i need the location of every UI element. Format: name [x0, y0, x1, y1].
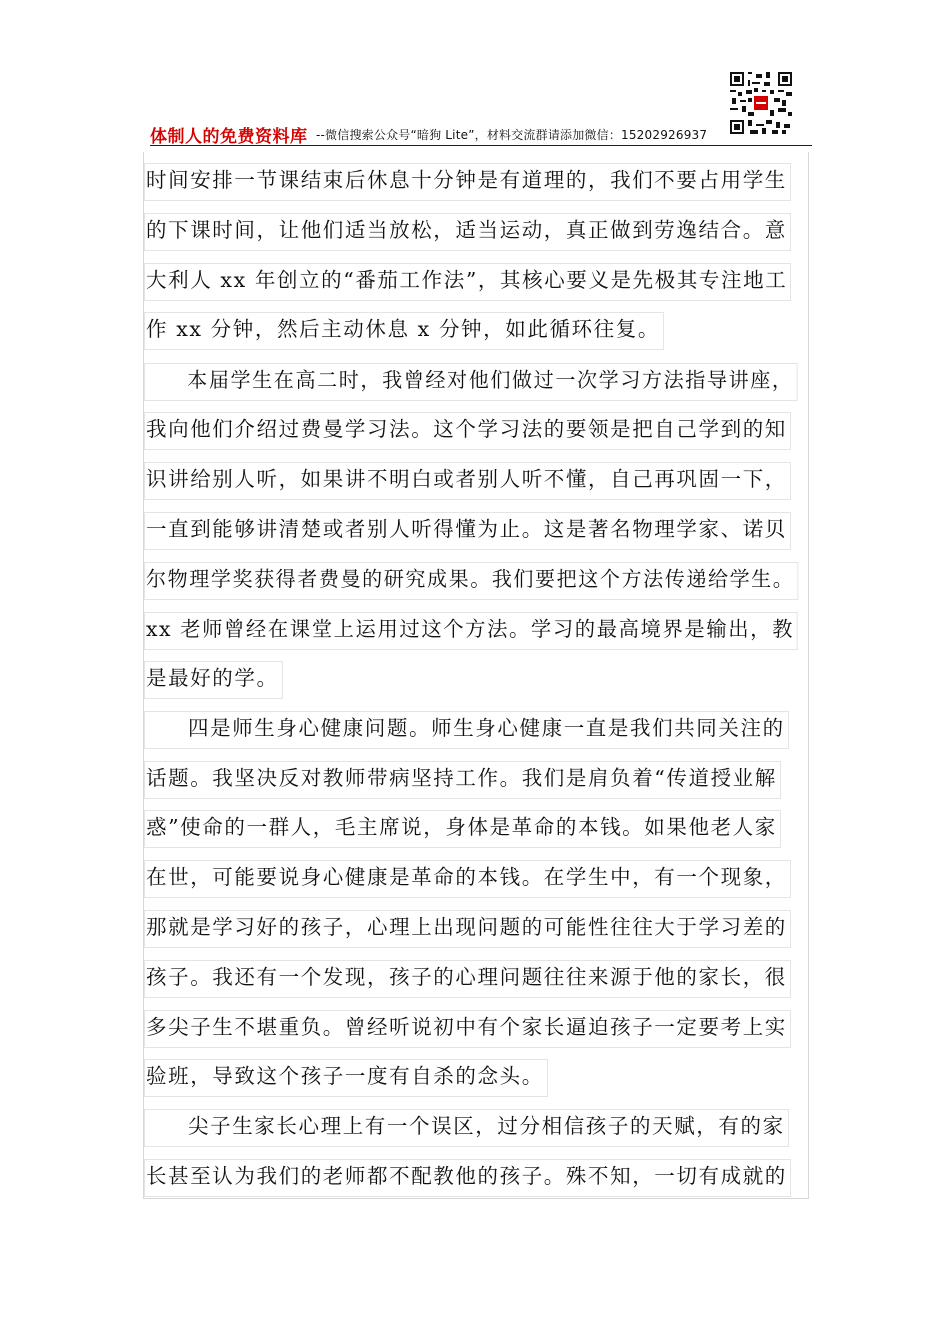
- text-line: 孩子。我还有一个发现，孩子的心理问题往往来源于他的家长，很: [146, 962, 787, 992]
- text-line: 尖子生家长心理上有一个误区，过分相信孩子的天赋，有的家: [146, 1111, 785, 1141]
- header-subtitle: --微信搜索公众号“暗狗 Lite”，材料交流群请添加微信：15202926937: [316, 128, 708, 142]
- text-line: xx 老师曾经在课堂上运用过这个方法。学习的最高境界是输出，教: [146, 614, 794, 644]
- text-line: 本届学生在高二时，我曾经对他们做过一次学习方法指导讲座，: [146, 365, 794, 395]
- header-divider: [150, 145, 812, 146]
- text-line: 大利人 xx 年创立的“番茄工作法”，其核心要义是先极其专注地工: [146, 265, 787, 295]
- text-line: 四是师生身心健康问题。师生身心健康一直是我们共同关注的: [146, 713, 785, 743]
- text-line: 惑”使命的一群人，毛主席说，身体是革命的本钱。如果他老人家: [146, 812, 777, 842]
- text-line: 是最好的学。: [146, 663, 279, 693]
- text-line: 作 xx 分钟，然后主动休息 x 分钟，如此循环往复。: [146, 314, 660, 344]
- text-line: 多尖子生不堪重负。曾经听说初中有个家长逼迫孩子一定要考上实: [146, 1012, 787, 1042]
- header-title: 体制人的免费资料库: [150, 127, 308, 147]
- text-line: 长甚至认为我们的老师都不配教他的孩子。殊不知，一切有成就的: [146, 1161, 787, 1191]
- text-line: 话题。我坚决反对教师带病坚持工作。我们是肩负着“传道授业解: [146, 763, 777, 793]
- text-line: 时间安排一节课结束后休息十分钟是有道理的，我们不要占用学生: [146, 165, 787, 195]
- text-line: 我向他们介绍过费曼学习法。这个学习法的要领是把自己学到的知: [146, 414, 787, 444]
- page-header: [150, 118, 812, 148]
- text-line: 尔物理学奖获得者费曼的研究成果。我们要把这个方法传递给学生。: [146, 564, 794, 594]
- qr-code-icon: [730, 72, 792, 134]
- text-line: 的下课时间，让他们适当放松，适当运动，真正做到劳逸结合。意: [146, 215, 787, 245]
- text-line: 一直到能够讲清楚或者别人听得懂为止。这是著名物理学家、诺贝: [146, 514, 787, 544]
- text-line: 那就是学习好的孩子，心理上出现问题的可能性往往大于学习差的: [146, 912, 787, 942]
- text-line: 验班，导致这个孩子一度有自杀的念头。: [146, 1061, 544, 1091]
- text-line: 在世，可能要说身心健康是革命的本钱。在学生中，有一个现象，: [146, 862, 787, 892]
- text-line: 识讲给别人听，如果讲不明白或者别人听不懂，自己再巩固一下，: [146, 464, 787, 494]
